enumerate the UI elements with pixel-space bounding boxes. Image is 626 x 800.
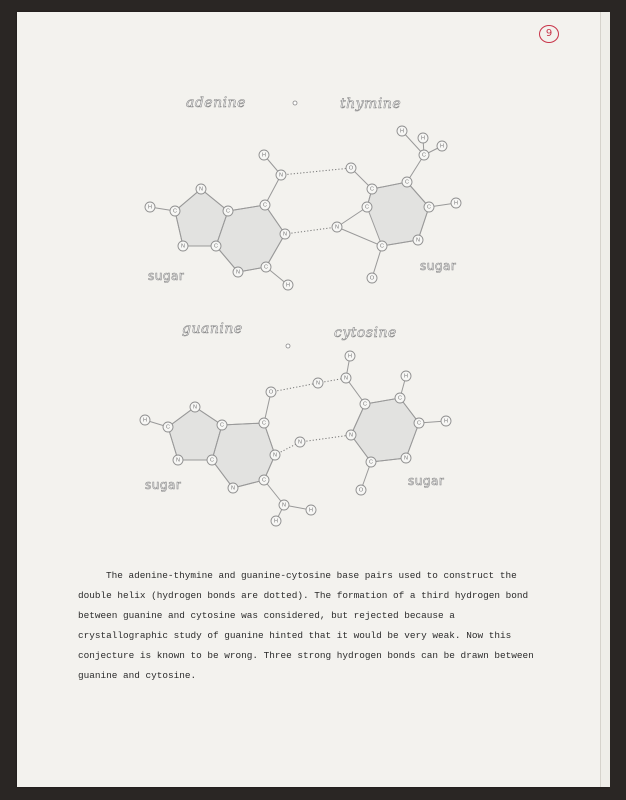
svg-text:C: C <box>417 420 421 427</box>
svg-text:H: H <box>143 417 147 424</box>
atom-n <box>346 430 356 440</box>
svg-text:N: N <box>404 455 408 462</box>
atom-h <box>418 133 428 143</box>
atom-n <box>401 453 411 463</box>
atom-n <box>190 402 200 412</box>
svg-text:N: N <box>416 237 420 244</box>
atom-h <box>271 516 281 526</box>
atom-n <box>196 184 206 194</box>
svg-text:C: C <box>226 208 230 215</box>
svg-text:C: C <box>369 459 373 466</box>
svg-text:H: H <box>400 128 404 135</box>
svg-text:C: C <box>220 422 224 429</box>
svg-text:C: C <box>422 152 426 159</box>
svg-text:N: N <box>236 269 240 276</box>
sugar-label-guanine: sugar <box>145 478 182 492</box>
atom-n <box>341 373 351 383</box>
atom-c <box>170 206 180 216</box>
atom-h <box>140 415 150 425</box>
svg-text:C: C <box>370 186 374 193</box>
atom-h <box>451 198 461 208</box>
atom-h <box>401 371 411 381</box>
atom-c <box>362 202 372 212</box>
atom-c <box>366 457 376 467</box>
svg-text:O: O <box>268 389 274 396</box>
atom-c <box>402 177 412 187</box>
atom-n <box>233 267 243 277</box>
atom-o <box>367 273 377 283</box>
svg-text:H: H <box>274 518 278 525</box>
atom-c <box>260 200 270 210</box>
atom-c <box>217 420 227 430</box>
svg-text:H: H <box>148 204 152 211</box>
svg-text:N: N <box>193 404 197 411</box>
atom-n <box>173 455 183 465</box>
svg-text:H: H <box>421 135 425 142</box>
svg-text:N: N <box>199 186 203 193</box>
svg-text:N: N <box>231 485 235 492</box>
sugar-label-adenine: sugar <box>148 269 185 283</box>
atom-n <box>313 378 323 388</box>
svg-text:C: C <box>210 457 214 464</box>
atom-c <box>395 393 405 403</box>
svg-text:N: N <box>176 457 180 464</box>
guanine-label: guanine <box>182 321 243 337</box>
figure-caption <box>78 566 538 686</box>
sugar-label-thymine: sugar <box>420 259 457 273</box>
hydrogen-bond <box>271 383 318 392</box>
svg-text:C: C <box>380 243 384 250</box>
atom-c <box>367 184 377 194</box>
atom-n <box>295 437 305 447</box>
atom-n <box>280 229 290 239</box>
atom-n <box>332 222 342 232</box>
svg-text:C: C <box>363 401 367 408</box>
svg-text:C: C <box>405 179 409 186</box>
svg-text:C: C <box>214 243 218 250</box>
atom-c <box>207 455 217 465</box>
svg-text:O: O <box>369 275 375 282</box>
atom-h <box>259 150 269 160</box>
atom-n <box>270 450 280 460</box>
svg-text:H: H <box>309 507 313 514</box>
svg-text:O: O <box>358 487 364 494</box>
atom-n <box>178 241 188 251</box>
atom-n <box>276 170 286 180</box>
svg-text:N: N <box>316 380 320 387</box>
svg-text:C: C <box>173 208 177 215</box>
atom-c <box>163 422 173 432</box>
svg-text:N: N <box>335 224 339 231</box>
svg-text:N: N <box>344 375 348 382</box>
hydrogen-bond <box>300 435 351 442</box>
svg-text:C: C <box>398 395 402 402</box>
svg-text:H: H <box>444 418 448 425</box>
atom-o <box>346 163 356 173</box>
svg-text:C: C <box>427 204 431 211</box>
atom-c <box>414 418 424 428</box>
atom-c <box>259 475 269 485</box>
svg-text:H: H <box>262 152 266 159</box>
atom-c <box>223 206 233 216</box>
svg-text:C: C <box>264 264 268 271</box>
svg-text:C: C <box>263 202 267 209</box>
atom-o <box>266 387 276 397</box>
hydrogen-bond <box>281 168 351 175</box>
svg-text:H: H <box>454 200 458 207</box>
svg-text:C: C <box>262 477 266 484</box>
svg-text:N: N <box>282 502 286 509</box>
atom-h <box>345 351 355 361</box>
svg-text:H: H <box>348 353 352 360</box>
thymine-label: thymine <box>340 96 402 112</box>
caption-text: The adenine-thymine and guanine-cytosine base pairs used to construct the double helix (hydrogen bonds are dotted). The formation of a third hydrogen bond between guanine and cytosine was considered, but rejected because a crystallographic study of guanine hinted that it would be very weak. Now this conjecture is known to be wrong. Three strong hydrogen bonds can be drawn between guanine and cytosine. <box>78 570 534 681</box>
svg-text:O: O <box>348 165 354 172</box>
svg-text:H: H <box>286 282 290 289</box>
atom-c <box>360 399 370 409</box>
atom-h <box>437 141 447 151</box>
svg-text:N: N <box>349 432 353 439</box>
atom-h <box>306 505 316 515</box>
atom-c <box>377 241 387 251</box>
svg-text:N: N <box>181 243 185 250</box>
cytosine-label: cytosine <box>334 325 397 341</box>
hydrogen-bonds <box>268 168 351 455</box>
pair-separator-dot <box>293 101 297 105</box>
svg-text:H: H <box>440 143 444 150</box>
covalent-bond <box>337 227 382 246</box>
atom-c <box>424 202 434 212</box>
svg-text:C: C <box>262 420 266 427</box>
atom-n <box>413 235 423 245</box>
atom-h <box>441 416 451 426</box>
atom-c <box>419 150 429 160</box>
svg-text:N: N <box>283 231 287 238</box>
svg-text:C: C <box>365 204 369 211</box>
svg-text:H: H <box>404 373 408 380</box>
atom-n <box>279 500 289 510</box>
page-number: 9 <box>539 25 559 43</box>
atom-c <box>261 262 271 272</box>
atom-h <box>283 280 293 290</box>
atom-h <box>145 202 155 212</box>
atom-c <box>259 418 269 428</box>
svg-text:C: C <box>166 424 170 431</box>
hydrogen-bond <box>285 227 337 234</box>
svg-text:N: N <box>273 452 277 459</box>
atom-h <box>397 126 407 136</box>
atom-o <box>356 485 366 495</box>
svg-text:N: N <box>279 172 283 179</box>
adenine-label: adenine <box>186 95 246 111</box>
sugar-label-cytosine: sugar <box>408 474 445 488</box>
atom-c <box>211 241 221 251</box>
svg-text:N: N <box>298 439 302 446</box>
pair-separator-dot <box>286 344 290 348</box>
atom-n <box>228 483 238 493</box>
